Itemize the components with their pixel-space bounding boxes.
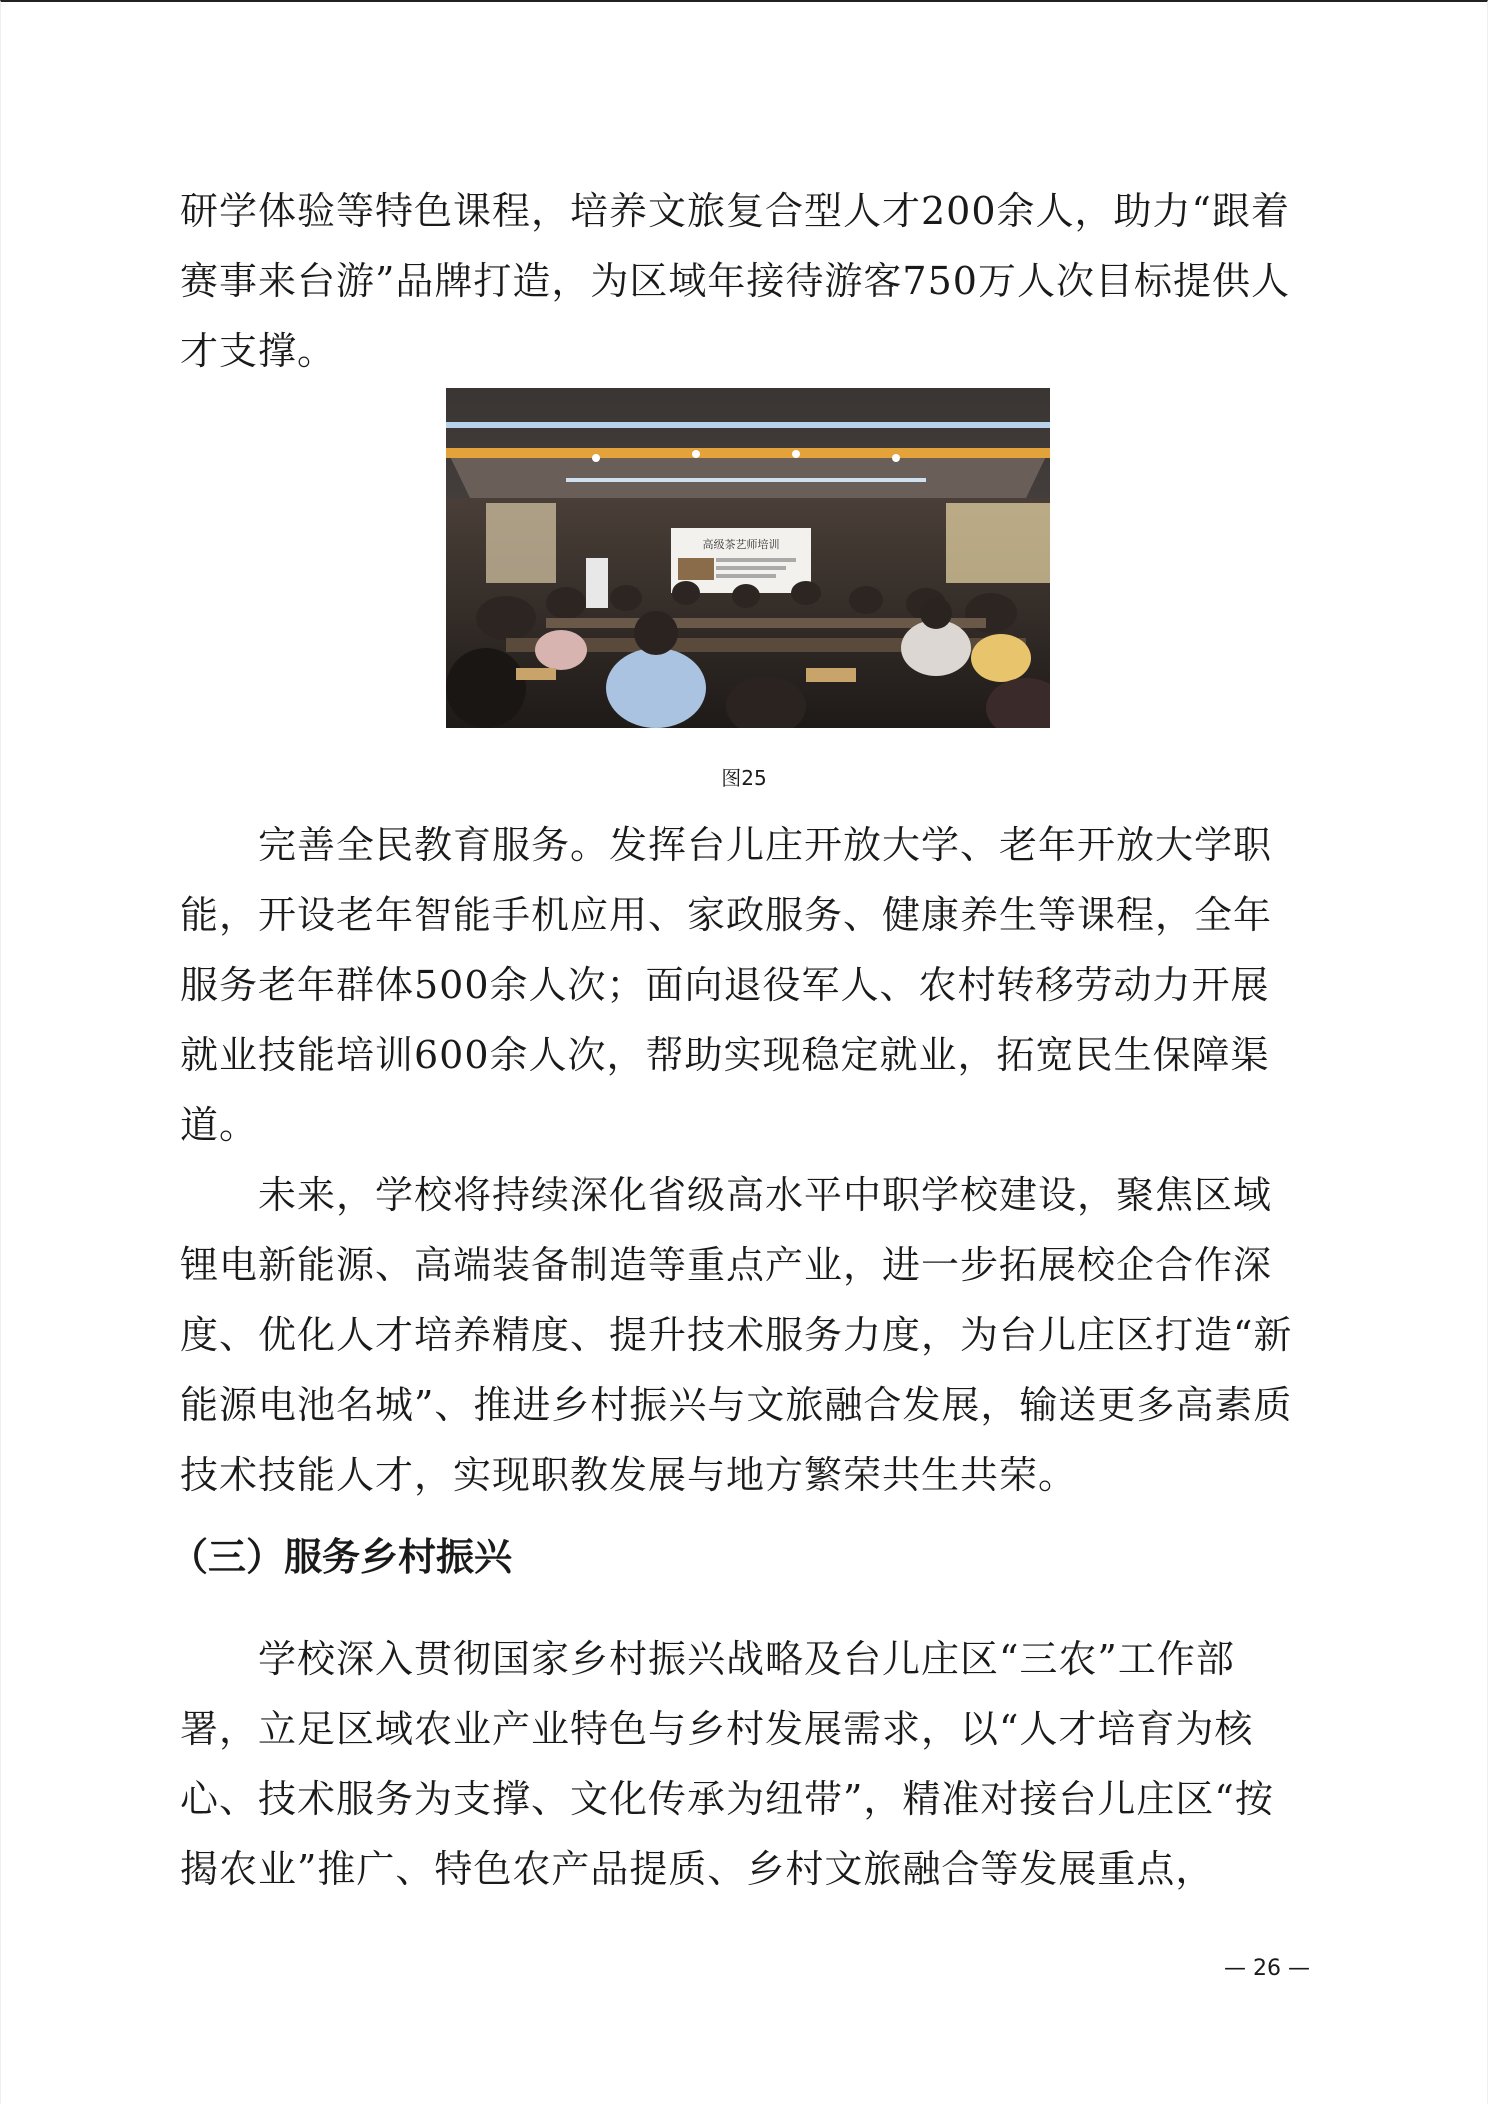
paragraph-2 bbox=[180, 810, 1300, 1160]
section-heading: （三）服务乡村振兴 bbox=[170, 1535, 513, 1579]
paragraph-3 bbox=[180, 1160, 1300, 1510]
training-photo-svg bbox=[446, 388, 1050, 728]
screen-title: 高级茶艺师培训 bbox=[702, 538, 780, 551]
paragraph-4-text: 学校深入贯彻国家乡村振兴战略及台儿庄区“三农”工作部署，立足区域农业产业特色与乡村发展需求，以“人才培育为核心、技术服务为支撑、文化传承为纽带”，精准对接台儿庄区“按揭农业”推广、特色农产品提质、乡村文旅融合等发展重点， bbox=[180, 1637, 1274, 1891]
training-photo bbox=[446, 388, 1050, 728]
paragraph-3-text: 未来，学校将持续深化省级高水平中职学校建设，聚焦区域锂电新能源、高端装备制造等重点产业，进一步拓展校企合作深度、优化人才培养精度、提升技术服务力度，为台儿庄区打造“新能源电池名城”、推进乡村振兴与文旅融合发展，输送更多高素质技术技能人才，实现职教发展与地方繁荣共生共荣。 bbox=[180, 1173, 1293, 1497]
paragraph-1 bbox=[180, 176, 1300, 386]
paragraph-1-text: 研学体验等特色课程，培养文旅复合型人才200余人，助力“跟着赛事来台游”品牌打造，为区域年接待游客750万人次目标提供人才支撑。 bbox=[180, 189, 1290, 373]
paragraph-4 bbox=[180, 1624, 1300, 1904]
figure-caption: 图25 bbox=[721, 766, 767, 790]
page-number: — 26 — bbox=[1224, 1956, 1310, 1981]
paragraph-2-text: 完善全民教育服务。发挥台儿庄开放大学、老年开放大学职能，开设老年智能手机应用、家政服务、健康养生等课程，全年服务老年群体500余人次；面向退役军人、农村转移劳动力开展就业技能培训600余人次，帮助实现稳定就业，拓宽民生保障渠道。 bbox=[180, 823, 1273, 1147]
